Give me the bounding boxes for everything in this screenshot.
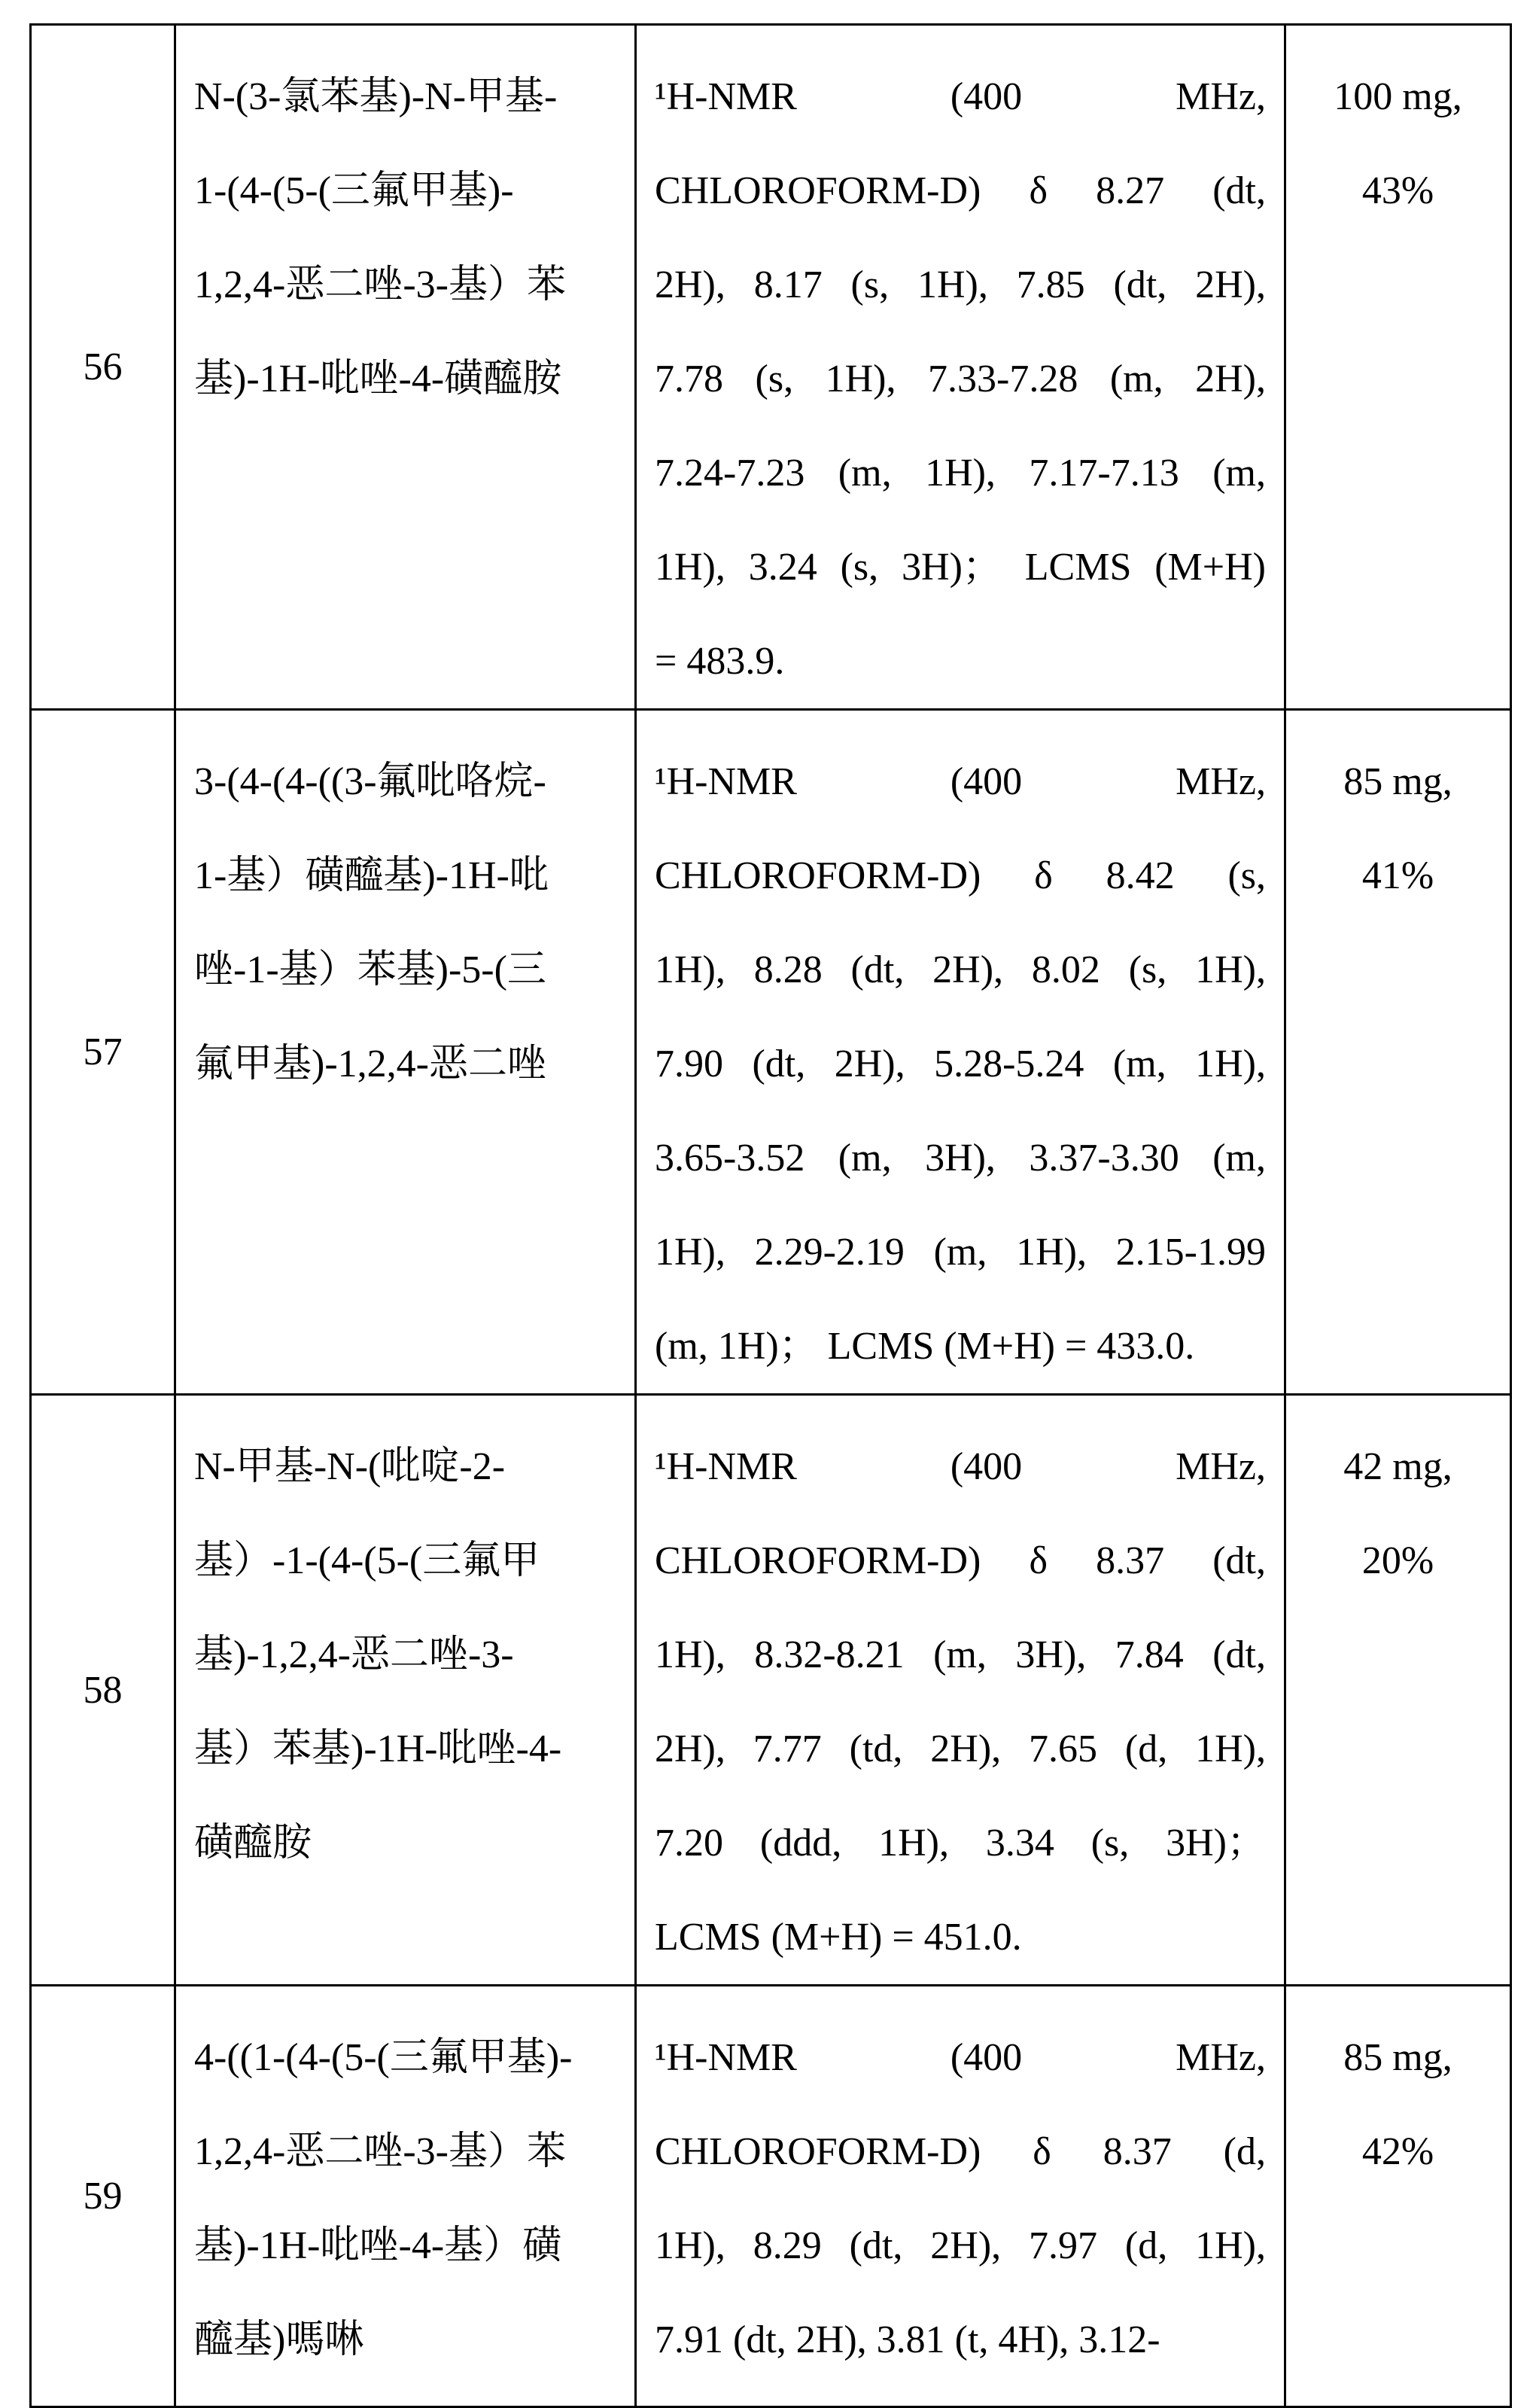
nmr-data-line: 7.90 (dt, 2H), 5.28-5.24 (m, 1H), bbox=[655, 1017, 1266, 1111]
table-row bbox=[31, 25, 1511, 710]
yield-line: 20% bbox=[1304, 1514, 1492, 1608]
compound-name-line: 1-(4-(5-(三氟甲基)- bbox=[194, 144, 616, 238]
table-row bbox=[31, 1986, 1511, 2407]
nmr-data-line: 1H), 8.29 (dt, 2H), 7.97 (d, 1H), bbox=[655, 2199, 1266, 2293]
compound-name-cell bbox=[175, 1395, 636, 1986]
compound-name-line: 氟甲基)-1,2,4-恶二唑 bbox=[194, 1017, 616, 1111]
nmr-data-line: ¹H-NMR (400 MHz, bbox=[655, 1420, 1266, 1514]
compound-name-line: 1,2,4-恶二唑-3-基）苯 bbox=[194, 2105, 616, 2199]
compound-name-line: N-(3-氯苯基)-N-甲基- bbox=[194, 50, 616, 144]
yield-line: 100 mg, bbox=[1304, 50, 1492, 144]
yield-line: 42% bbox=[1304, 2105, 1492, 2199]
yield-cell bbox=[1285, 710, 1511, 1395]
compound-name-line: 基）苯基)-1H-吡唑-4- bbox=[194, 1702, 616, 1796]
nmr-data-line: 2H), 8.17 (s, 1H), 7.85 (dt, 2H), bbox=[655, 238, 1266, 332]
compound-name-line: 唑-1-基）苯基)-5-(三 bbox=[194, 923, 616, 1017]
compound-name-line: 3-(4-(4-((3-氟吡咯烷- bbox=[194, 735, 616, 829]
compound-number-cell: 59 bbox=[31, 1986, 175, 2407]
compound-name-line: 1,2,4-恶二唑-3-基）苯 bbox=[194, 238, 616, 332]
compound-name-line: 醯基)嗎啉 bbox=[194, 2293, 616, 2387]
yield-cell bbox=[1285, 25, 1511, 710]
nmr-data-line: 1H), 8.32-8.21 (m, 3H), 7.84 (dt, bbox=[655, 1608, 1266, 1702]
compound-name-line: 1-基）磺醯基)-1H-吡 bbox=[194, 829, 616, 923]
table-body bbox=[31, 25, 1511, 2407]
yield-line: 85 mg, bbox=[1304, 735, 1492, 829]
compound-name-line: 4-((1-(4-(5-(三氟甲基)- bbox=[194, 2011, 616, 2105]
yield-line: 42 mg, bbox=[1304, 1420, 1492, 1514]
table-row bbox=[31, 710, 1511, 1395]
compound-name-line: 基）-1-(4-(5-(三氟甲 bbox=[194, 1514, 616, 1608]
nmr-data-line: 1H), 3.24 (s, 3H)； LCMS (M+H) bbox=[655, 520, 1266, 614]
nmr-data-line: 1H), 2.29-2.19 (m, 1H), 2.15-1.99 bbox=[655, 1205, 1266, 1299]
nmr-data-line: 7.20 (ddd, 1H), 3.34 (s, 3H)； bbox=[655, 1796, 1266, 1890]
nmr-data-line: ¹H-NMR (400 MHz, bbox=[655, 735, 1266, 829]
compound-number-cell: 57 bbox=[31, 710, 175, 1395]
yield-cell bbox=[1285, 1986, 1511, 2407]
nmr-data-line: ¹H-NMR (400 MHz, bbox=[655, 2011, 1266, 2105]
yield-cell bbox=[1285, 1395, 1511, 1986]
nmr-data-cell bbox=[636, 25, 1285, 710]
nmr-data-line: CHLOROFORM-D) δ 8.37 (d, bbox=[655, 2105, 1266, 2199]
compound-name-line: 磺醯胺 bbox=[194, 1796, 616, 1890]
nmr-data-line: CHLOROFORM-D) δ 8.37 (dt, bbox=[655, 1514, 1266, 1608]
nmr-data-line: 7.78 (s, 1H), 7.33-7.28 (m, 2H), bbox=[655, 332, 1266, 426]
nmr-data-line: (m, 1H)； LCMS (M+H) = 433.0. bbox=[655, 1299, 1266, 1393]
compound-name-line: 基)-1H-吡唑-4-基）磺 bbox=[194, 2199, 616, 2293]
nmr-data-line: CHLOROFORM-D) δ 8.27 (dt, bbox=[655, 144, 1266, 238]
compound-name-cell bbox=[175, 25, 636, 710]
nmr-data-cell bbox=[636, 710, 1285, 1395]
nmr-data-line: ¹H-NMR (400 MHz, bbox=[655, 50, 1266, 144]
yield-line: 43% bbox=[1304, 144, 1492, 238]
compound-name-line: 基)-1H-吡唑-4-磺醯胺 bbox=[194, 332, 616, 426]
compound-number-cell: 56 bbox=[31, 25, 175, 710]
compound-data-table bbox=[29, 23, 1512, 2408]
nmr-data-line: 1H), 8.28 (dt, 2H), 8.02 (s, 1H), bbox=[655, 923, 1266, 1017]
compound-name-line: 基)-1,2,4-恶二唑-3- bbox=[194, 1608, 616, 1702]
table-row bbox=[31, 1395, 1511, 1986]
compound-name-cell bbox=[175, 710, 636, 1395]
compound-number-cell: 58 bbox=[31, 1395, 175, 1986]
nmr-data-line: = 483.9. bbox=[655, 614, 1266, 708]
yield-line: 85 mg, bbox=[1304, 2011, 1492, 2105]
nmr-data-line: 3.65-3.52 (m, 3H), 3.37-3.30 (m, bbox=[655, 1111, 1266, 1205]
nmr-data-line: LCMS (M+H) = 451.0. bbox=[655, 1890, 1266, 1984]
nmr-data-line: CHLOROFORM-D) δ 8.42 (s, bbox=[655, 829, 1266, 923]
nmr-data-line: 7.91 (dt, 2H), 3.81 (t, 4H), 3.12- bbox=[655, 2293, 1266, 2387]
nmr-data-line: 7.24-7.23 (m, 1H), 7.17-7.13 (m, bbox=[655, 426, 1266, 520]
yield-line: 41% bbox=[1304, 829, 1492, 923]
nmr-data-line: 2H), 7.77 (td, 2H), 7.65 (d, 1H), bbox=[655, 1702, 1266, 1796]
compound-name-line: N-甲基-N-(吡啶-2- bbox=[194, 1420, 616, 1514]
nmr-data-cell bbox=[636, 1395, 1285, 1986]
nmr-data-cell bbox=[636, 1986, 1285, 2407]
compound-name-cell bbox=[175, 1986, 636, 2407]
